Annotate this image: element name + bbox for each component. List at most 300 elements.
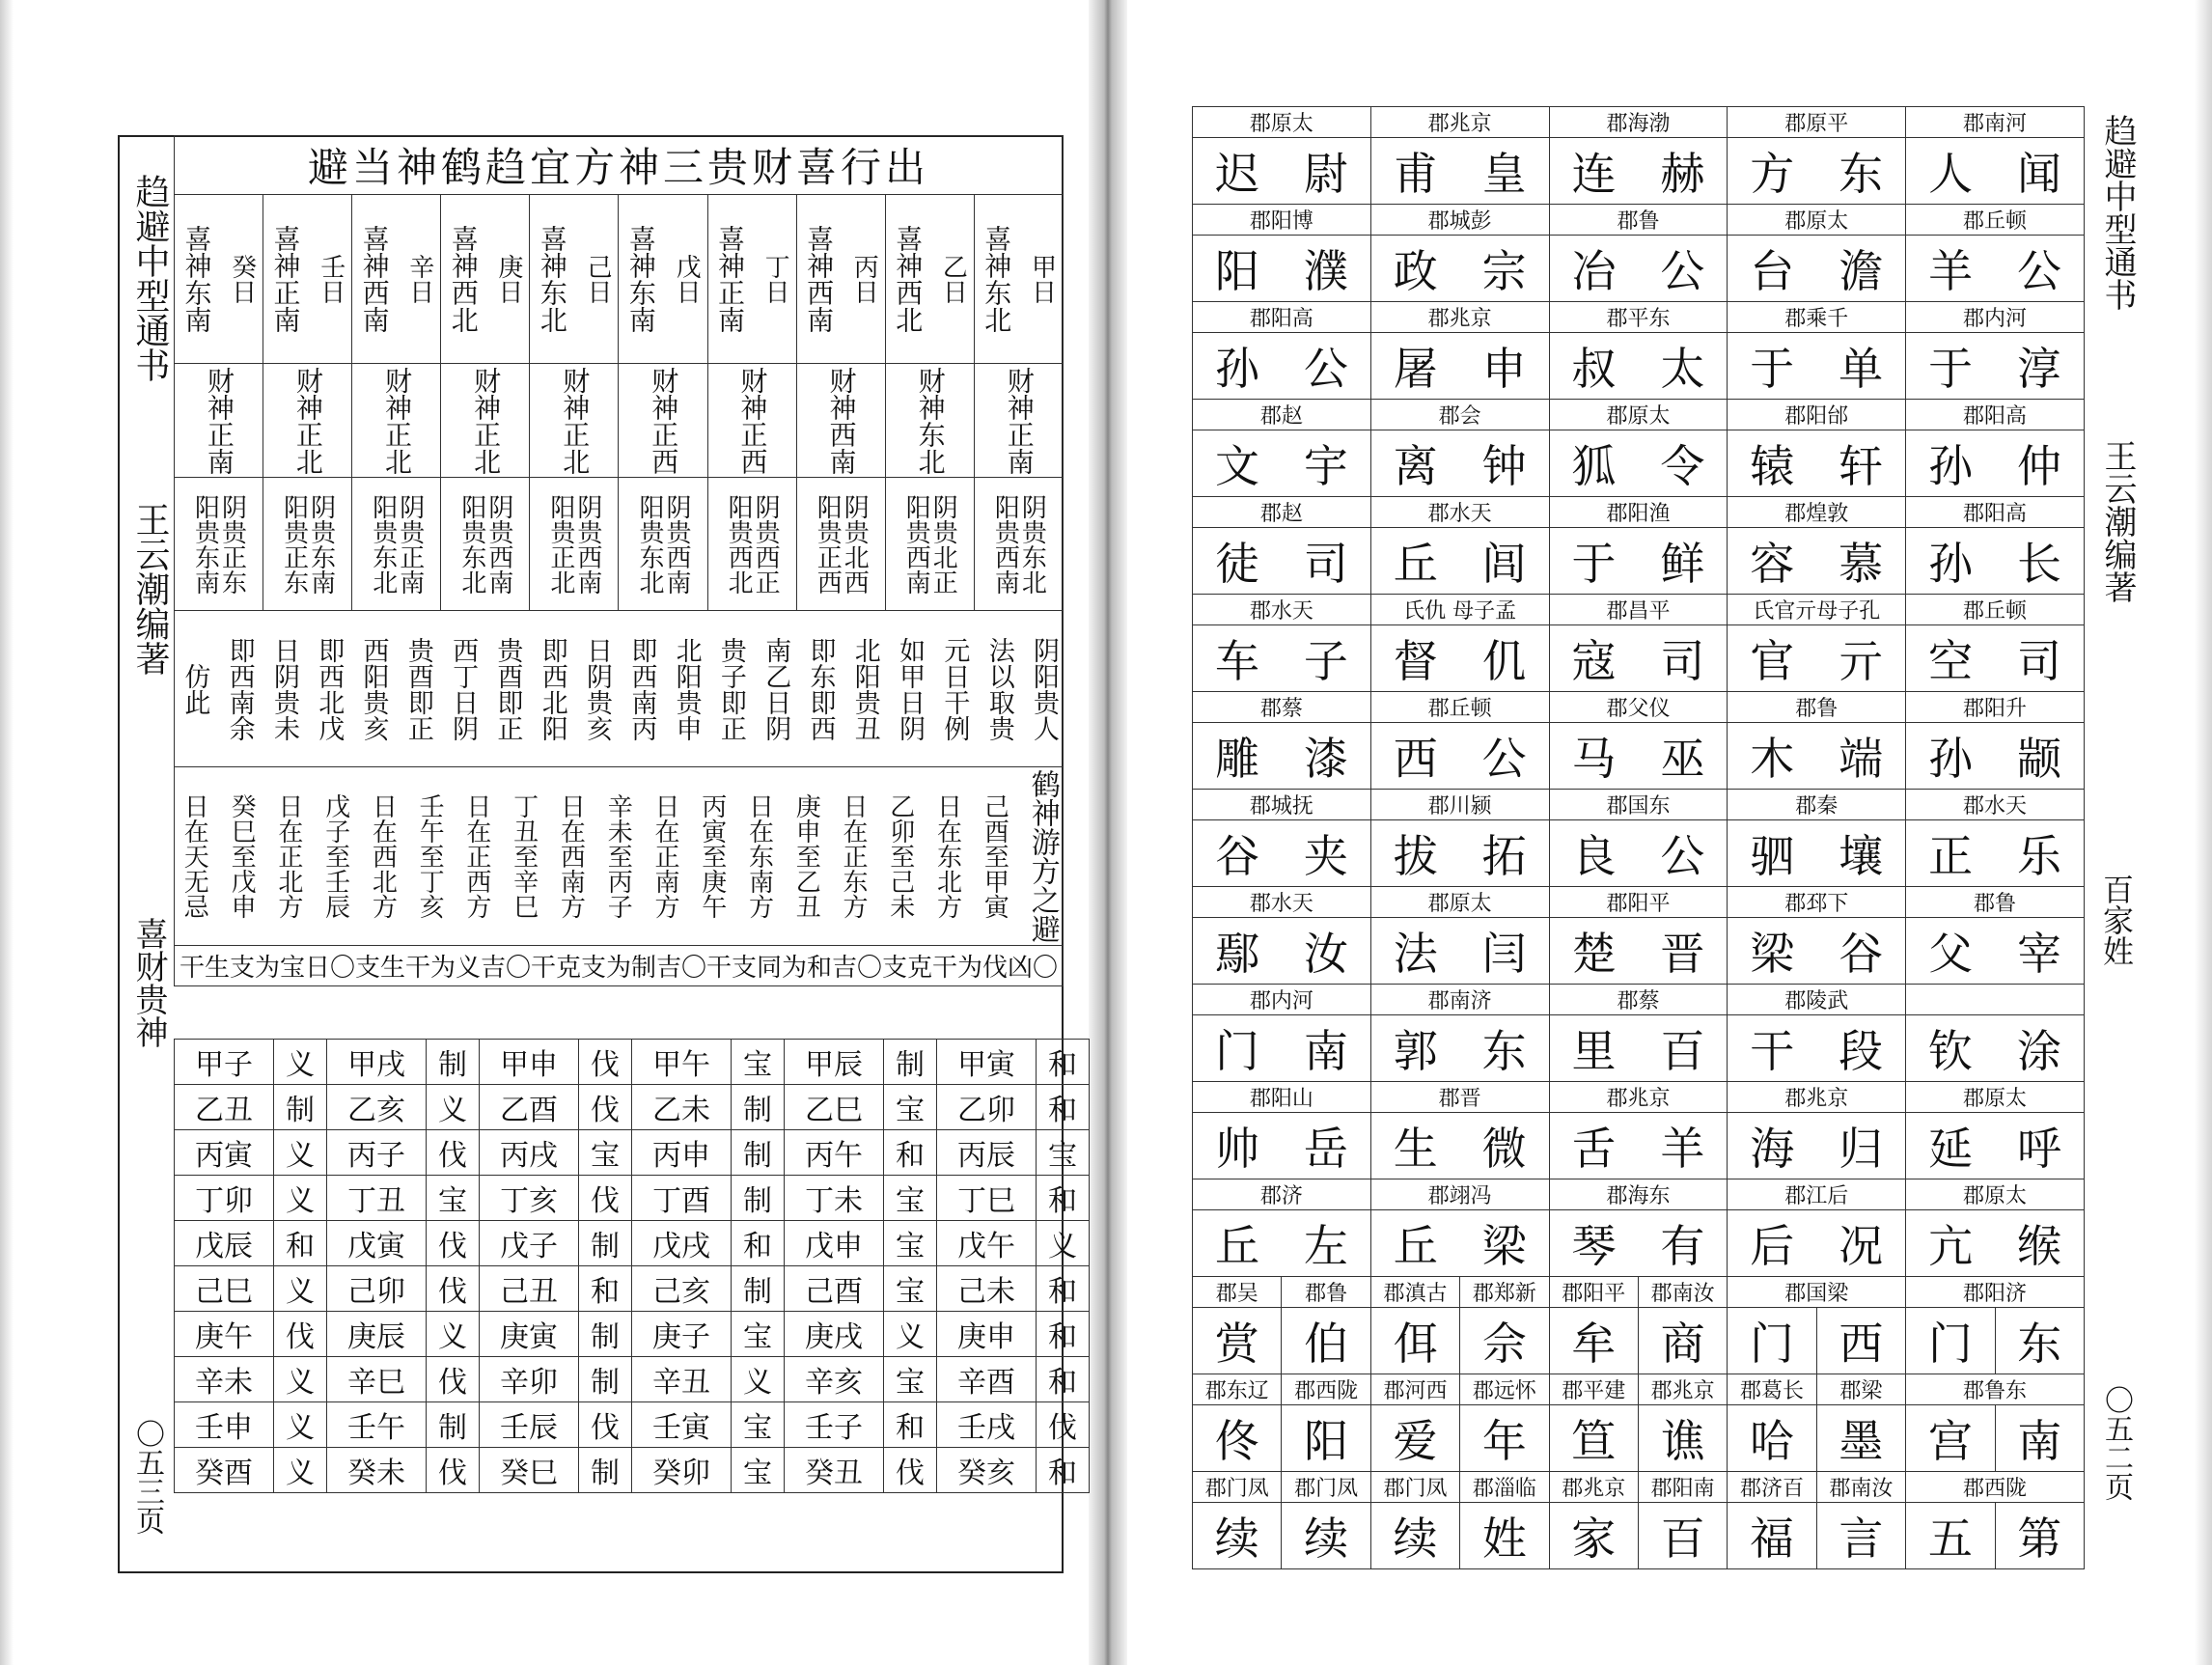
surname-row (1193, 625, 2085, 692)
junwang-cell: 郡海渤 (1549, 107, 1728, 138)
surname-pair (1193, 723, 1371, 790)
surname-char: 呼 (2017, 1123, 2062, 1175)
ganzhi-quality: 和 (274, 1221, 327, 1266)
surname-pair-wrap (1906, 1016, 2084, 1080)
junwang-cell: 郡南济 (1370, 985, 1549, 1015)
surname-char: 段 (1839, 1025, 1884, 1077)
surname-char: 长 (2017, 538, 2062, 590)
junwang-cell: 郡赵 (1193, 400, 1371, 430)
surname-row (1193, 820, 2085, 887)
surname-pair (1906, 625, 2085, 692)
gui-shen-text: 阳贵东北 (456, 493, 486, 595)
ganzhi-quality: 伐 (579, 1402, 632, 1448)
surname-pair (1370, 138, 1549, 205)
day-pair (441, 225, 529, 333)
surname-char: 颛 (2017, 733, 2062, 785)
surname-char: 人 (1928, 148, 1974, 200)
junwang-cell: 郡水天 (1193, 887, 1371, 918)
gui-shen-row (175, 478, 1064, 611)
surname-char: 官 (1750, 635, 1795, 687)
surname-char: 钦 (1928, 1025, 1974, 1077)
surname-pair-wrap (1371, 1114, 1549, 1178)
ganzhi-quality: 宝 (1037, 1130, 1090, 1176)
day-cell (707, 195, 796, 364)
ganzhi-cell: 乙未 (632, 1085, 732, 1130)
ganzhi-cell: 癸丑 (785, 1448, 884, 1493)
day-cell (974, 195, 1063, 364)
surname-pair (1370, 236, 1549, 302)
surname-char: 公 (2017, 245, 2062, 297)
surname-pair (1728, 138, 1906, 205)
he-shen-col-a: 戊子至壬辰 (320, 793, 350, 919)
surname-char: 琴 (1571, 1220, 1617, 1272)
surname-char: 司 (1660, 635, 1705, 687)
surname-row (1193, 333, 2085, 400)
he-shen-col-b: 日在正南方 (650, 793, 679, 919)
ganzhi-cell: 庚午 (175, 1312, 274, 1357)
ganzhi-row (175, 1085, 1090, 1130)
ganzhi-cell: 甲寅 (937, 1040, 1037, 1085)
he-shen-row (175, 767, 1064, 946)
surname-char: 况 (1839, 1220, 1884, 1272)
surname-pair-wrap (1371, 1016, 1549, 1080)
junwang-cell: 郡南汝 (1638, 1277, 1727, 1308)
day-cell (352, 195, 441, 364)
cai-shen-cell (530, 364, 619, 478)
junwang-cell: 郡鲁 (1906, 887, 2085, 918)
surname-char: 丘 (1393, 538, 1438, 590)
surname-char: 羊 (1928, 245, 1974, 297)
surname-char: 方 (1750, 148, 1795, 200)
junwang-cell: 郡梁 (1816, 1374, 1905, 1405)
junwang-cell: 郡阳高 (1906, 497, 2085, 528)
cai-shen-text: 财神正北 (381, 366, 413, 475)
surname-pair-wrap (1906, 919, 2084, 983)
gui-shen-text: 阴贵正东 (217, 493, 247, 595)
note-column: 北阳贵申 (671, 636, 702, 741)
ganzhi-quality: 制 (732, 1266, 785, 1312)
junwang-row (1193, 497, 2085, 528)
cai-shen-cell (974, 364, 1063, 478)
he-shen-col-a: 丙寅至庚午 (697, 793, 727, 919)
gui-pair (619, 494, 706, 595)
ganzhi-cell: 丙子 (327, 1130, 427, 1176)
surname-char: 亢 (1928, 1220, 1974, 1272)
surname-pair-wrap (1371, 139, 1549, 203)
ganzhi-quality: 制 (732, 1176, 785, 1221)
cai-shen-cell (352, 364, 441, 478)
note-column: 即西北戊 (314, 636, 345, 741)
junwang-row (1193, 107, 2085, 138)
surname-pair-wrap (1728, 1211, 1905, 1275)
left-main-table (174, 135, 1064, 986)
junwang-cell: 郡原太 (1906, 1082, 2085, 1113)
surname-pair-wrap (1728, 334, 1905, 398)
surname-row (1193, 1503, 2085, 1569)
ganzhi-cell: 戊申 (785, 1221, 884, 1266)
cai-shen-text: 财神正西 (736, 366, 769, 475)
surname-char: 微 (1481, 1123, 1527, 1175)
surname-pair-wrap (1728, 724, 1905, 788)
ganzhi-quality: 制 (579, 1312, 632, 1357)
ganzhi-cell: 丁亥 (480, 1176, 579, 1221)
surname-char: 狐 (1571, 440, 1617, 492)
surname-pair-wrap (1550, 236, 1728, 300)
junwang-row (1193, 1179, 2085, 1210)
surname-char: 申 (1481, 343, 1527, 395)
surname-pair-wrap (1371, 236, 1549, 300)
ganzhi-cell: 丁酉 (632, 1176, 732, 1221)
junwang-cell: 郡鲁东 (1906, 1374, 2085, 1405)
junwang-cell: 郡西陇 (1906, 1472, 2085, 1503)
surname-char: 阳 (1282, 1405, 1370, 1472)
ganzhi-quality: 伐 (427, 1357, 480, 1402)
cai-shen-cell (885, 364, 974, 478)
cai-shen-text: 财神正南 (1003, 366, 1036, 475)
cai-shen-text: 财神正南 (203, 366, 235, 475)
ganzhi-cell: 庚辰 (327, 1312, 427, 1357)
ganzhi-cell: 丁卯 (175, 1176, 274, 1221)
surname-char: 楚 (1571, 928, 1617, 980)
ganzhi-quality: 和 (1037, 1085, 1090, 1130)
note-cell (175, 611, 1064, 767)
ganzhi-cell: 辛亥 (785, 1357, 884, 1402)
surname-pair (1906, 333, 2085, 400)
junwang-row (1193, 1277, 2085, 1308)
surname-char: 孙 (1928, 538, 1974, 590)
day-label: 甲日 (1027, 254, 1057, 304)
gui-shen-text: 阳贵西南 (990, 493, 1020, 595)
surname-pair-wrap (1728, 431, 1905, 495)
surname-char: 容 (1750, 538, 1795, 590)
ganzhi-quality: 义 (274, 1176, 327, 1221)
junwang-cell: 郡蔡 (1193, 692, 1371, 723)
junwang-cell: 郡鲁 (1728, 692, 1906, 723)
junwang-row (1193, 302, 2085, 333)
surname-pair (1728, 430, 1906, 497)
surname-row (1193, 1015, 2085, 1082)
junwang-cell: 郡兆京 (1370, 107, 1549, 138)
day-pair (352, 225, 440, 333)
surname-row (1193, 723, 2085, 790)
ganzhi-quality: 和 (1037, 1040, 1090, 1085)
cai-shen-cell (175, 364, 263, 478)
surname-char: 福 (1728, 1503, 1816, 1569)
surname-pair (1193, 236, 1371, 302)
surname-pair (1728, 1210, 1906, 1277)
he-shen-col-b: 日在东北方 (932, 793, 962, 919)
surname-char: 马 (1571, 733, 1617, 785)
gui-pair (797, 494, 885, 595)
surname-pair-wrap (1550, 431, 1728, 495)
junwang-cell: 郡兆京 (1370, 302, 1549, 333)
surname-row (1193, 1308, 2085, 1374)
gui-shen-text: 阳贵东北 (368, 493, 398, 595)
surname-pair-wrap (1728, 529, 1905, 593)
ganzhi-quality: 宝 (884, 1176, 937, 1221)
ganzhi-row (175, 1176, 1090, 1221)
he-shen-col-a: 辛未至丙子 (603, 793, 633, 919)
junwang-cell: 郡煌敦 (1728, 497, 1906, 528)
ganzhi-quality: 制 (427, 1402, 480, 1448)
gui-shen-cell (530, 478, 619, 611)
surname-char: 笪 (1549, 1405, 1638, 1472)
ganzhi-quality: 伐 (884, 1448, 937, 1493)
ganzhi-row (175, 1221, 1090, 1266)
ganzhi-row (175, 1357, 1090, 1402)
junwang-cell: 郡会 (1370, 400, 1549, 430)
cai-shen-text: 财神正北 (291, 366, 324, 475)
ganzhi-quality: 和 (1037, 1448, 1090, 1493)
junwang-cell: 郡南汝 (1816, 1472, 1905, 1503)
junwang-cell: 郡阳邰 (1728, 400, 1906, 430)
junwang-cell: 郡昌平 (1549, 595, 1728, 625)
day-cell (175, 195, 263, 364)
surname-char: 慕 (1839, 538, 1884, 590)
junwang-cell: 郡门凤 (1282, 1472, 1370, 1503)
ganzhi-quality: 宝 (732, 1448, 785, 1493)
ganzhi-cell: 乙卯 (937, 1085, 1037, 1130)
surname-char: 舌 (1571, 1123, 1617, 1175)
ganzhi-cell: 丁巳 (937, 1176, 1037, 1221)
surname-char: 羊 (1660, 1123, 1705, 1175)
note-row (175, 611, 1064, 767)
gui-shen-cell (619, 478, 707, 611)
ganzhi-cell: 辛丑 (632, 1357, 732, 1402)
junwang-cell: 郡海东 (1549, 1179, 1728, 1210)
ganzhi-cell: 戊戌 (632, 1221, 732, 1266)
surname-pair-wrap (1906, 529, 2084, 593)
surname-char: 宫 (1906, 1405, 1995, 1472)
left-book-title: 趋避中型通书 (130, 174, 170, 382)
surname-char: 宰 (2017, 928, 2062, 980)
ganzhi-cell: 甲戌 (327, 1040, 427, 1085)
surname-char: 孙 (1928, 733, 1974, 785)
surname-char: 晋 (1660, 928, 1705, 980)
surname-char: 鄢 (1214, 928, 1259, 980)
he-shen-col-a: 乙卯至己未 (885, 793, 915, 919)
note-column: 日阴贵亥 (582, 636, 613, 741)
day-label: 乙日 (938, 254, 968, 304)
surname-pair-wrap (1550, 626, 1728, 690)
ganzhi-quality: 伐 (1037, 1402, 1090, 1448)
cai-shen-cell (619, 364, 707, 478)
surname-pair (1193, 1210, 1371, 1277)
junwang-cell: 郡江后 (1728, 1179, 1906, 1210)
ganzhi-quality: 义 (1037, 1221, 1090, 1266)
surname-pair-wrap (1550, 1211, 1728, 1275)
day-pair (708, 225, 796, 333)
ganzhi-quality: 义 (884, 1312, 937, 1357)
ganzhi-quality: 伐 (427, 1448, 480, 1493)
surname-pair (1370, 1113, 1549, 1179)
surname-pair (1728, 1015, 1906, 1082)
junwang-cell: 郡原太 (1370, 887, 1549, 918)
junwang-row (1193, 887, 2085, 918)
ganzhi-quality: 义 (427, 1085, 480, 1130)
junwang-cell (1906, 985, 2085, 1015)
ganzhi-cell: 己酉 (785, 1266, 884, 1312)
gui-shen-text: 阴贵东北 (1017, 493, 1047, 595)
surname-pair-wrap (1193, 236, 1370, 300)
junwang-cell: 郡济百 (1728, 1472, 1816, 1503)
day-cell (796, 195, 885, 364)
junwang-cell: 郡平建 (1549, 1374, 1638, 1405)
surname-char: 南 (1995, 1405, 2084, 1472)
surname-char: 法 (1393, 928, 1438, 980)
surname-pair (1370, 625, 1549, 692)
ganzhi-quality: 义 (274, 1266, 327, 1312)
ganzhi-cell: 丁丑 (327, 1176, 427, 1221)
surname-char: 仲 (2017, 440, 2062, 492)
surname-char: 梁 (1750, 928, 1795, 980)
junwang-cell: 郡丘顿 (1906, 595, 2085, 625)
surname-row (1193, 138, 2085, 205)
surname-pair (1728, 625, 1906, 692)
surname-pair (1549, 430, 1728, 497)
cai-shen-text: 财神东北 (914, 366, 947, 475)
surname-char: 归 (1839, 1123, 1884, 1175)
ganzhi-cell: 庚子 (632, 1312, 732, 1357)
surname-char: 帅 (1214, 1123, 1259, 1175)
xi-shen-text: 喜神东北 (981, 225, 1013, 333)
junwang-cell: 郡兆京 (1549, 1082, 1728, 1113)
junwang-row (1193, 205, 2085, 236)
day-cell (619, 195, 707, 364)
gui-shen-cell (175, 478, 263, 611)
gui-shen-text: 阳贵西南 (901, 493, 931, 595)
surname-pair (1728, 333, 1906, 400)
surname-pair (1728, 723, 1906, 790)
ganzhi-cell: 癸卯 (632, 1448, 732, 1493)
ganzhi-quality: 和 (1037, 1266, 1090, 1312)
junwang-cell: 郡东辽 (1193, 1374, 1282, 1405)
junwang-cell: 郡济 (1193, 1179, 1371, 1210)
surname-pair-wrap (1371, 626, 1549, 690)
junwang-cell: 郡丘顿 (1370, 692, 1549, 723)
junwang-cell: 郡阳平 (1549, 1277, 1638, 1308)
page-edge-right (2195, 0, 2212, 1665)
ganzhi-quality: 义 (274, 1402, 327, 1448)
ganzhi-quality: 制 (579, 1357, 632, 1402)
surname-pair-wrap (1906, 139, 2084, 203)
cai-shen-cell (441, 364, 530, 478)
ganzhi-row (175, 1040, 1090, 1085)
gui-shen-text: 阴贵西南 (662, 493, 692, 595)
surname-pair (1906, 918, 2085, 985)
surname-pair-wrap (1193, 1016, 1370, 1080)
surname-char: 太 (1660, 343, 1705, 395)
he-shen-col-b: 日在正东方 (839, 793, 869, 919)
surname-char: 壤 (1839, 830, 1884, 882)
surname-row (1193, 1210, 2085, 1277)
ganzhi-cell: 乙亥 (327, 1085, 427, 1130)
surname-char: 屠 (1393, 343, 1438, 395)
surname-char: 濮 (1303, 245, 1348, 297)
surname-pair (1906, 1113, 2085, 1179)
surname-char: 轩 (1839, 440, 1884, 492)
he-shen-col-a: 庚申至乙丑 (791, 793, 821, 919)
ganzhi-quality: 和 (1037, 1312, 1090, 1357)
gui-shen-text: 阴贵北正 (928, 493, 958, 595)
surname-char: 梁 (1481, 1220, 1527, 1272)
surname-char: 南 (1303, 1025, 1348, 1077)
surname-char: 郭 (1393, 1025, 1438, 1077)
day-pair (175, 225, 263, 333)
ganzhi-cell: 壬戌 (937, 1402, 1037, 1448)
junwang-cell: 郡水天 (1906, 790, 2085, 820)
surname-char: 子 (1303, 635, 1348, 687)
gui-shen-text: 阳贵正东 (279, 493, 309, 595)
ganzhi-quality: 宝 (884, 1266, 937, 1312)
surname-pair (1370, 1015, 1549, 1082)
surname-char: 仉 (1481, 635, 1527, 687)
day-cell (441, 195, 530, 364)
junwang-cell: 郡邳下 (1728, 887, 1906, 918)
ganzhi-quality: 和 (732, 1221, 785, 1266)
junwang-cell: 郡原太 (1193, 107, 1371, 138)
surname-char: 东 (1995, 1308, 2084, 1374)
surname-pair (1549, 138, 1728, 205)
surname-pair (1193, 1113, 1371, 1179)
surname-pair (1193, 918, 1371, 985)
surname-char: 迟 (1214, 148, 1259, 200)
cai-shen-text: 财神正北 (470, 366, 503, 475)
ganzhi-cell: 辛酉 (937, 1357, 1037, 1402)
surname-pair-wrap (1193, 626, 1370, 690)
surname-char: 宗 (1481, 245, 1527, 297)
junwang-row (1193, 790, 2085, 820)
note-column: 仿此 (180, 662, 210, 715)
day-cell (530, 195, 619, 364)
junwang-cell: 郡葛长 (1728, 1374, 1816, 1405)
surname-pair (1549, 333, 1728, 400)
surname-row (1193, 1113, 2085, 1179)
junwang-cell: 郡兆京 (1728, 1082, 1906, 1113)
surname-char: 赫 (1660, 148, 1705, 200)
surname-char: 台 (1750, 245, 1795, 297)
surname-pair (1370, 333, 1549, 400)
day-label: 戊日 (672, 254, 702, 304)
junwang-cell: 郡平东 (1549, 302, 1728, 333)
ganzhi-cell: 壬午 (327, 1402, 427, 1448)
gui-shen-text: 阴贵西南 (484, 493, 513, 595)
ganzhi-cell: 丙寅 (175, 1130, 274, 1176)
junwang-row (1193, 692, 2085, 723)
ganzhi-quality: 和 (579, 1266, 632, 1312)
ganzhi-cell: 丙戌 (480, 1130, 579, 1176)
surname-char: 门 (1728, 1308, 1816, 1374)
surname-char: 续 (1282, 1503, 1370, 1569)
ganzhi-quality: 义 (427, 1312, 480, 1357)
junwang-row (1193, 1472, 2085, 1503)
gui-pair (441, 494, 529, 595)
surname-char: 墨 (1816, 1405, 1905, 1472)
ganzhi-quality: 和 (1037, 1176, 1090, 1221)
surname-row (1193, 918, 2085, 985)
ganzhi-cell: 庚寅 (480, 1312, 579, 1357)
right-author: 王云潮编著 (2098, 439, 2137, 603)
surname-pair-wrap (1371, 334, 1549, 398)
surname-pair-wrap (1906, 821, 2084, 885)
surname-pair-wrap (1193, 724, 1370, 788)
surname-pair-wrap (1550, 821, 1728, 885)
junwang-cell: 郡阳升 (1906, 692, 2085, 723)
surname-pair (1549, 1015, 1728, 1082)
ganzhi-quality: 伐 (579, 1085, 632, 1130)
gui-shen-text: 阳贵正西 (813, 493, 843, 595)
junwang-cell: 郡国梁 (1728, 1277, 1906, 1308)
